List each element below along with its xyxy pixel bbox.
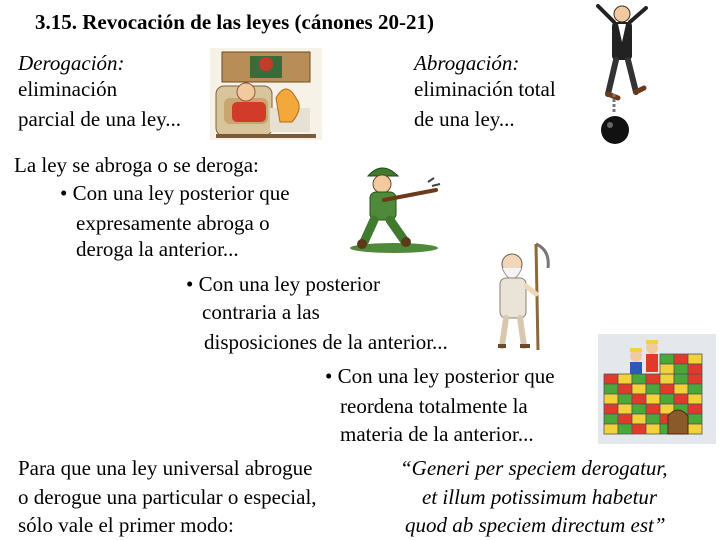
quote-line-3: quod ab speciem directum est” bbox=[405, 513, 666, 537]
man-in-armchair-clipart bbox=[210, 48, 322, 140]
abrogacion-term: Abrogación: bbox=[414, 51, 520, 75]
abrogacion-line-2: de una ley... bbox=[414, 107, 515, 131]
brick-castle-workers-clipart bbox=[598, 334, 716, 444]
bullet-1-line-2: expresamente abroga o bbox=[76, 211, 270, 235]
closing-line-1: Para que una ley universal abrogue bbox=[18, 456, 313, 480]
bullet-1-line-3: deroga la anterior... bbox=[76, 237, 239, 261]
bullet-2-line-2: contraria a las bbox=[202, 300, 320, 324]
bullet-3-line-2: reordena totalmente la bbox=[340, 394, 528, 418]
bullet-1-line-1: • Con una ley posterior que bbox=[60, 181, 290, 205]
bullet-2-line-1: • Con una ley posterior bbox=[186, 272, 380, 296]
soldier-with-rifle-clipart bbox=[344, 160, 444, 254]
bullet-3-line-3: materia de la anterior... bbox=[340, 422, 534, 446]
quote-line-1: “Generi per speciem derogatur, bbox=[400, 456, 668, 480]
derogacion-line-2: parcial de una ley... bbox=[18, 107, 182, 131]
slide-title: 3.15. Revocación de las leyes (cánones 20-21) bbox=[35, 10, 434, 34]
bullet-2-line-3: disposiciones de la anterior... bbox=[204, 330, 448, 354]
derogacion-line-1: eliminación bbox=[18, 77, 118, 101]
derogacion-term: Derogación: bbox=[18, 51, 125, 75]
bullet-3-line-1: • Con una ley posterior que bbox=[325, 364, 555, 388]
abrogacion-line-1: eliminación total bbox=[414, 77, 556, 101]
jumping-man-ball-and-chain-clipart bbox=[584, 2, 660, 148]
closing-line-2: o derogue una particular o especial, bbox=[18, 485, 317, 509]
old-man-with-scythe-clipart bbox=[486, 240, 554, 354]
closing-line-3: sólo vale el primer modo: bbox=[18, 513, 234, 537]
intro-text: La ley se abroga o se deroga: bbox=[14, 153, 259, 177]
quote-line-2: et illum potissimum habetur bbox=[422, 485, 658, 509]
